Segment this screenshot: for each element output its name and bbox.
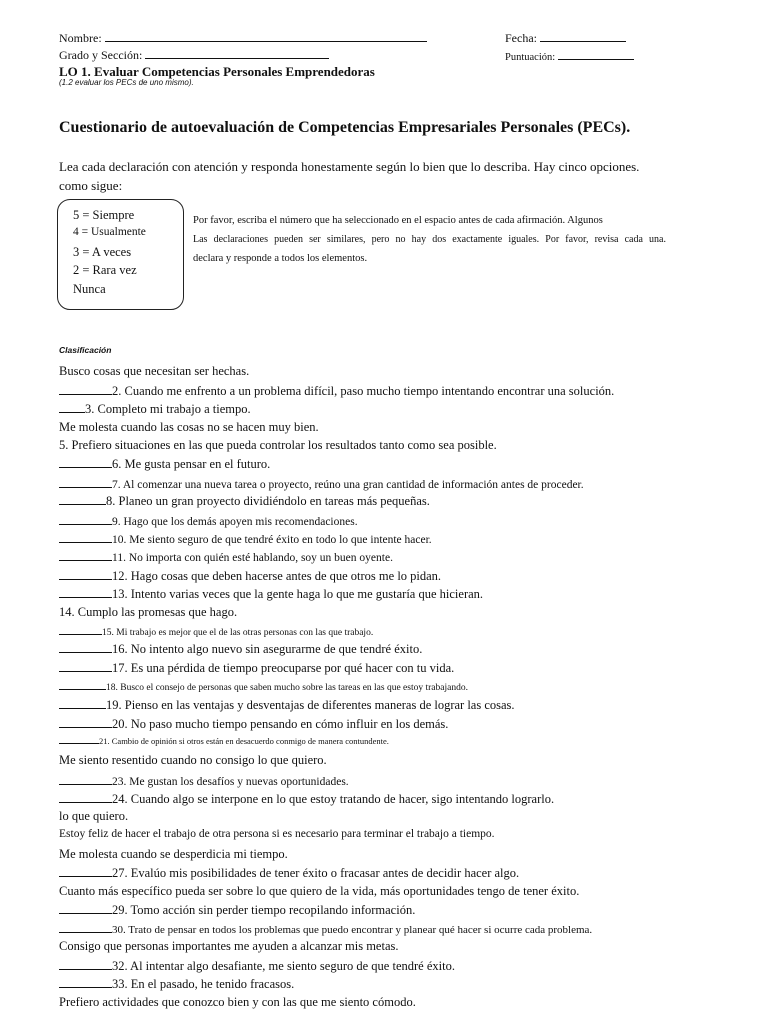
- scale-item: 2 = Rara vez: [73, 263, 137, 277]
- statement-item: [59, 922, 592, 936]
- intro-line-2: como sigue:: [59, 178, 123, 193]
- statement-text: 20. No paso mucho tiempo pensando en cómo influir en los demás.: [112, 717, 449, 731]
- intro-line-1: Lea cada declaración con atención y responda honestamente según lo bien que lo describa. Hay cinco opciones.: [59, 159, 640, 174]
- statement-item: [59, 736, 389, 746]
- answer-blank[interactable]: [59, 903, 112, 914]
- instructions-line-1: Por favor, escriba el número que ha seleccionado en el espacio antes de cada afirmación. Algunos: [193, 215, 603, 226]
- statement-item: [59, 587, 483, 601]
- statement-item: lo que quiero.: [59, 809, 129, 823]
- scale-item: 5 = Siempre: [73, 208, 135, 222]
- statement-item: [59, 532, 432, 547]
- statement-item: Me siento resentido cuando no consigo lo que quiero.: [59, 753, 327, 767]
- statement-text: 18. Busco el consejo de personas que saben mucho sobre las tareas en las que estoy trabajando.: [106, 683, 468, 693]
- statement-text: 23. Me gustan los desafíos y nuevas oportunidades.: [112, 776, 349, 788]
- answer-blank[interactable]: [59, 977, 112, 988]
- statement-item: Consigo que personas importantes me ayuden a alcanzar mis metas.: [59, 939, 399, 953]
- page-title: Cuestionario de autoevaluación de Competencias Empresariales Personales (PECs).: [59, 119, 631, 136]
- puntuacion-row: [505, 49, 634, 64]
- statement-text: 10. Me siento seguro de que tendré éxito en todo lo que intente hacer.: [112, 534, 432, 546]
- answer-blank[interactable]: [59, 774, 112, 785]
- instructions-line-2: Las declaraciones pueden ser similares, pero no hay dos exactamente iguales. Por favor, revisa cada una.: [193, 234, 666, 245]
- answer-blank[interactable]: [59, 477, 112, 488]
- statement-item: [59, 626, 373, 639]
- answer-blank[interactable]: [59, 717, 112, 728]
- statement-text: 11. No importa con quién esté hablando, soy un buen oyente.: [112, 552, 393, 564]
- answer-blank[interactable]: [59, 384, 112, 395]
- statement-text: 32. Al intentar algo desafiante, me siento seguro de que tendré éxito.: [112, 959, 455, 973]
- statement-item: [59, 866, 519, 880]
- statement-item: [59, 661, 454, 675]
- statement-item: [59, 959, 455, 973]
- statement-text: 29. Tomo acción sin perder tiempo recopilando información.: [112, 903, 416, 917]
- statement-text: 21. Cambio de opinión si otros están en desacuerdo conmigo de manera contundente.: [99, 736, 389, 746]
- answer-blank[interactable]: [59, 866, 112, 877]
- statement-text: 27. Evalúo mis posibilidades de tener éxito o fracasar antes de decidir hacer algo.: [112, 866, 520, 880]
- nombre-row: [59, 31, 427, 44]
- statement-text: 30. Trato de pensar en todos los problemas que puedo encontrar y planear qué hacer si ocurre cada problema.: [112, 924, 593, 936]
- puntuacion-label: Puntuación:: [505, 52, 556, 63]
- statement-item: [59, 698, 515, 712]
- lo-subtitle: (1.2 evaluar los PECs de uno mismo).: [59, 78, 194, 87]
- statement-text: 3. Completo mi trabajo a tiempo.: [85, 402, 251, 416]
- answer-blank[interactable]: [59, 661, 112, 672]
- scale-item: 3 = A veces: [73, 245, 132, 259]
- statement-item: [59, 384, 614, 398]
- statement-text: 16. No intento algo nuevo sin asegurarme de que tendré éxito.: [112, 642, 423, 656]
- fecha-row: [505, 31, 626, 44]
- statement-item: Busco cosas que necesitan ser hechas.: [59, 364, 250, 378]
- statement-item: [59, 569, 441, 583]
- statement-item: Cuanto más específico pueda ser sobre lo que quiero de la vida, más oportunidades tengo de tener éxito.: [59, 884, 580, 898]
- answer-blank[interactable]: [59, 626, 102, 635]
- nombre-blank[interactable]: [105, 31, 427, 42]
- statement-item: [59, 977, 294, 991]
- answer-blank[interactable]: [59, 587, 112, 598]
- statement-text: 15. Mi trabajo es mejor que el de las otras personas con las que trabajo.: [102, 628, 374, 638]
- answer-blank[interactable]: [59, 698, 106, 709]
- scale-item: Nunca: [73, 282, 106, 296]
- statement-text: 6. Me gusta pensar en el futuro.: [112, 457, 271, 471]
- statement-item: Estoy feliz de hacer el trabajo de otra persona si es necesario para terminar el trabajo a tiempo.: [59, 828, 495, 840]
- answer-blank[interactable]: [59, 681, 106, 690]
- answer-blank[interactable]: [59, 550, 112, 561]
- statement-item: 5. Prefiero situaciones en las que pueda controlar los resultados tanto como sea posible.: [59, 438, 497, 452]
- statement-text: 33. En el pasado, he tenido fracasos.: [112, 977, 295, 991]
- answer-blank[interactable]: [59, 514, 112, 525]
- answer-blank[interactable]: [59, 532, 112, 543]
- nombre-label: Nombre:: [59, 31, 102, 45]
- lo-title: LO 1. Evaluar Competencias Personales Emprendedoras: [59, 64, 375, 79]
- statement-item: Prefiero actividades que conozco bien y con las que me siento cómodo.: [59, 995, 416, 1009]
- statement-item: [59, 792, 554, 806]
- fecha-blank[interactable]: [540, 31, 626, 42]
- statement-item: [59, 402, 251, 416]
- statement-item: [59, 457, 270, 471]
- statement-item: Me molesta cuando las cosas no se hacen muy bien.: [59, 420, 319, 434]
- grado-row: [59, 48, 329, 61]
- statement-text: 7. Al comenzar una nueva tarea o proyecto, reúno una gran cantidad de información antes de proceder.: [112, 479, 584, 491]
- statement-item: [59, 494, 430, 508]
- answer-blank[interactable]: [59, 792, 112, 803]
- statement-item: [59, 774, 349, 789]
- answer-blank[interactable]: [59, 457, 112, 468]
- statement-item: [59, 477, 584, 492]
- statement-text: 8. Planeo un gran proyecto dividiéndolo en tareas más pequeñas.: [106, 494, 430, 508]
- statement-item: [59, 550, 393, 565]
- puntuacion-blank[interactable]: [558, 49, 634, 60]
- answer-blank[interactable]: [59, 736, 99, 744]
- statement-item: [59, 514, 358, 529]
- answer-blank[interactable]: [59, 402, 85, 413]
- answer-blank[interactable]: [59, 959, 112, 970]
- statement-text: 24. Cuando algo se interpone en lo que estoy tratando de hacer, sigo intentando lograrlo.: [112, 792, 555, 806]
- statement-item: [59, 642, 422, 656]
- statement-item: [59, 903, 415, 917]
- statement-item: 14. Cumplo las promesas que hago.: [59, 605, 238, 619]
- statement-text: 12. Hago cosas que deben hacerse antes de que otros me lo pidan.: [112, 569, 442, 583]
- statement-text: 9. Hago que los demás apoyen mis recomendaciones.: [112, 516, 358, 528]
- statement-item: [59, 717, 448, 731]
- instructions-line-3: declara y responde a todos los elementos.: [193, 253, 368, 264]
- statement-text: 2. Cuando me enfrento a un problema difícil, paso mucho tiempo intentando encontrar una solución.: [112, 384, 615, 398]
- grado-blank[interactable]: [145, 48, 329, 59]
- answer-blank[interactable]: [59, 569, 112, 580]
- scale-item: 4 = Usualmente: [73, 226, 146, 238]
- fecha-label: Fecha:: [505, 31, 537, 45]
- statement-item: [59, 681, 468, 694]
- grado-label: Grado y Sección:: [59, 48, 143, 62]
- statement-text: 13. Intento varias veces que la gente haga lo que me gustaría que hicieran.: [112, 587, 484, 601]
- statement-item: Me molesta cuando se desperdicia mi tiempo.: [59, 847, 288, 861]
- statement-text: 19. Pienso en las ventajas y desventajas de diferentes maneras de lograr las cosas.: [106, 698, 515, 712]
- statement-text: 17. Es una pérdida de tiempo preocuparse por qué hacer con tu vida.: [112, 661, 455, 675]
- answer-blank[interactable]: [59, 642, 112, 653]
- answer-blank[interactable]: [59, 494, 106, 505]
- answer-blank[interactable]: [59, 922, 112, 933]
- clasificacion-label: Clasificación: [59, 345, 112, 355]
